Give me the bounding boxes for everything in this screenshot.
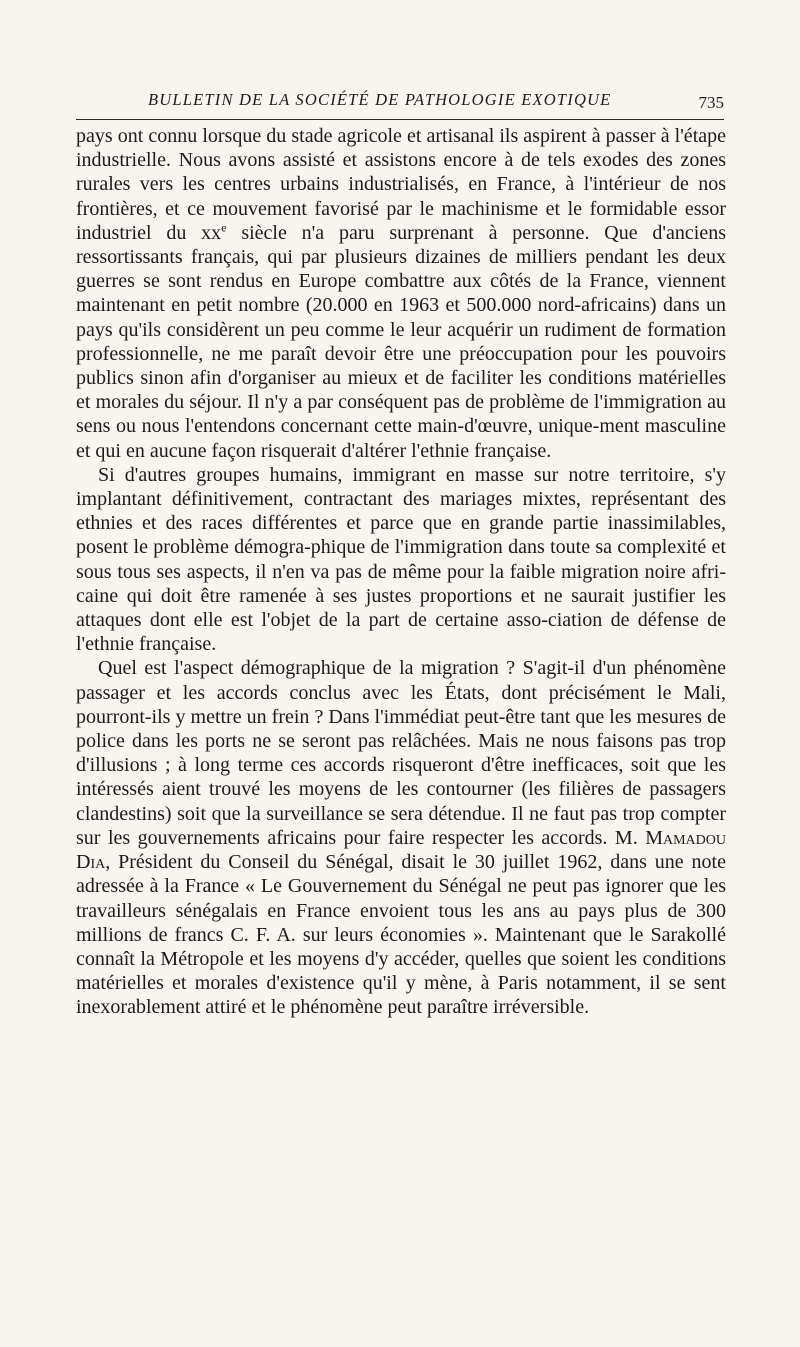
paragraph-2: Si d'autres groupes humains, immigrant en masse sur notre territoire, s'y implantant définitivement, contractant des mariages mixtes, représentant des ethnies et des races différentes et parce que en grande partie inassimilables, posent le problème démogra-phique de l'immigration dans toute sa complexité et sous tous ses aspects, il n'en va pas de même pour la faible migration noire afri-caine qui doit être ramenée à ses justes proportions et ne saurait justifier les attaques dont elle est l'objet de la part de certaine asso-ciation de défense de l'ethnie française. — [76, 463, 726, 656]
paragraph-1 — [76, 124, 726, 463]
paragraph-3-part-1: Quel est l'aspect démographique de la migration ? S'agit-il d'un phénomène passager et les accords conclus avec les États, dont précisément le Mali, pourront-ils y mettre un frein ? Dans l'immédiat peut-être tant que les mesures de police dans les ports ne se seront pas relâchées. Mais ne nous faisons pas trop d'illusions ; à long terme ces accords risqueront d'être inefficaces, soit que les intéressés aient trouvé les moyens de les contourner (les filières de passagers clandestins) soit que la surveillance se sera détendue. Il ne faut pas trop compter sur les gouvernements africains pour faire respecter les accords. M. — [76, 657, 726, 849]
header-rule — [76, 119, 724, 120]
paragraph-3-part-2: , Président du Conseil du Sénégal, disait le 30 juillet 1962, dans une note adressée à la France « Le Gouvernement du Sénégal ne peut pas ignorer que les travailleurs sénégalais en France envoient tous les ans au pays plus de 300 millions de francs C. F. A. sur leurs économies ». Maintenant que le Sarakollé connaît la Métropole et les moyens d'y accéder, quelles que soient les conditions matérielles et morales d'existence qu'il y mène, à Paris notamment, il se sent inexorablement attiré et le phénomène peut paraître irréversible. — [76, 851, 726, 1019]
page-header — [76, 90, 724, 118]
page-number: 735 — [698, 93, 724, 112]
paragraph-1-part-1: pays ont connu lorsque du stade agricole et artisanal ils aspirent à passer à l'étape industrielle. Nous avons assisté et assistons encore à de tels exodes des zones rurales vers les centres urbains industrialisés, en France, à l'intérieur de nos frontières, et ce mouvement favorisé par le machinisme et le formidable essor industriel du xx — [76, 125, 726, 244]
running-title: BULLETIN DE LA SOCIÉTÉ DE PATHOLOGIE EXOTIQUE — [148, 90, 612, 109]
paragraph-3 — [76, 656, 726, 1019]
body-text — [76, 124, 726, 1020]
person-name: Mamadou Dia — [76, 826, 726, 874]
century-superscript: e — [221, 220, 227, 235]
paragraph-1-part-2: siècle n'a paru surprenant à personne. Que d'anciens ressortissants français, qui par plusieurs dizaines de milliers pendant les deux guerres se sont rendus en Europe combattre aux côtés de la France, viennent maintenant en petit nombre (20.000 en 1963 et 500.000 nord-africains) dans un pays qu'ils considèrent un peu comme le leur acquérir un rudiment de formation professionnelle, ne me paraît devoir être une préoccupation pour les pouvoirs publics sinon afin d'organiser au mieux et de faciliter les conditions matérielles et morales du séjour. Il n'y a par conséquent pas de problème de l'immigration au sens ou nous l'entendons concernant cette main-d'œuvre, unique-ment masculine et qui en aucune façon risquerait d'altérer l'ethnie française. — [76, 221, 726, 462]
